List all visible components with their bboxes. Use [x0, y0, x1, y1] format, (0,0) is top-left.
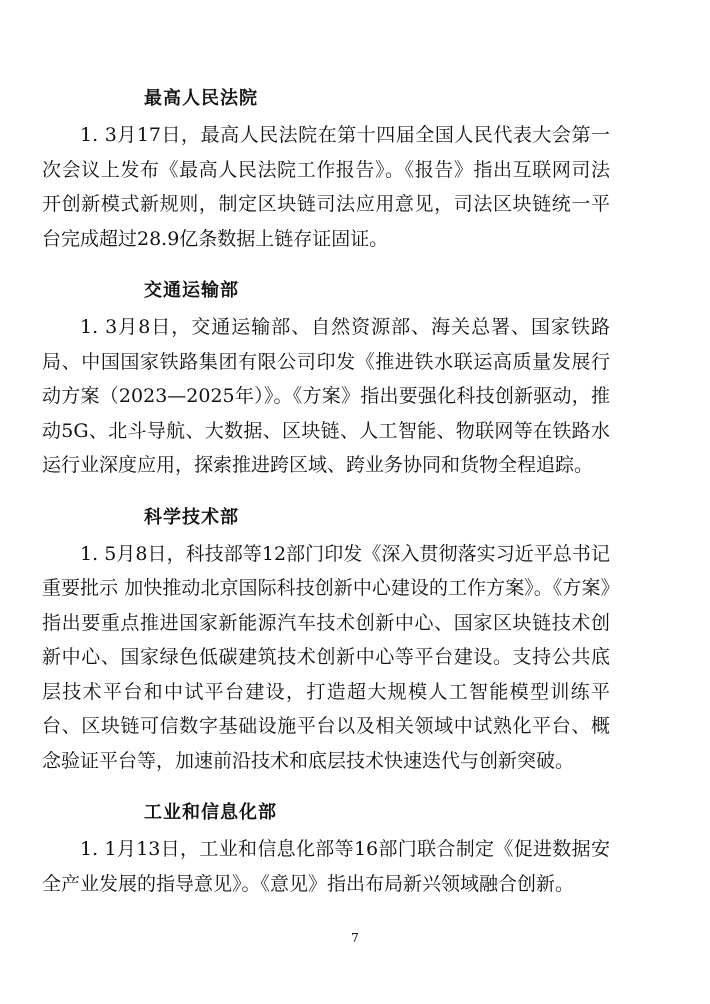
section-heading: 交通运输部 — [144, 280, 239, 301]
section-supreme-court — [42, 84, 610, 256]
paragraph-text: 1. 3月8日，交通运输部、自然资源部、海关总署、国家铁路局、中国国家铁路集团有限公司印发《推进铁水联运高质量发展行动方案（2023—2025年）》。《方案》指出要强化科技创新驱动，推动5G、北斗导航、大数据、区块链、人工智能、物联网等在铁路水运行业深度应用，探索推进跨区域、跨业务协同和货物全程追踪。 — [42, 316, 610, 476]
section-paragraph — [42, 832, 610, 901]
paragraph-text: 1. 3月17日，最高人民法院在第十四届全国人民代表大会第一次会议上发布《最高人民法院工作报告》。《报告》指出互联网司法开创新模式新规则，制定区块链司法应用意见，司法区块链统一平台完成超过28.9亿条数据上链存证固证。 — [42, 124, 610, 250]
section-paragraph — [42, 537, 610, 779]
section-ministry-of-science — [42, 503, 610, 779]
paragraph-text: 1. 5月8日，科技部等12部门印发《深入贯彻落实习近平总书记重要批示 加快推动北京国际科技创新中心建设的工作方案》。《方案》指出要重点推进国家新能源汽车技术创新中心、国家区块链技术创新中心、国家绿色低碳建筑技术创新中心等平台建设。支持公共底层技术平台和中试平台建设，打造超大规模人工智能模型训练平台、区块链可信数字基础设施平台以及相关领域中试熟化平台、概念验证平台等，加速前沿技术和底层技术快速迭代与创新突破。 — [42, 542, 610, 772]
page-content — [42, 84, 610, 901]
section-paragraph — [42, 118, 610, 256]
section-ministry-of-transport — [42, 276, 610, 483]
section-heading: 最高人民法院 — [144, 88, 258, 109]
section-heading: 科学技术部 — [144, 506, 239, 528]
section-heading: 工业和信息化部 — [144, 802, 277, 823]
section-paragraph — [42, 310, 610, 483]
paragraph-text: 1. 1月13日，工业和信息化部等16部门联合制定《促进数据安全产业发展的指导意见》。《意见》指出布局新兴领域融合创新。 — [42, 838, 610, 895]
page-number: 7 — [351, 931, 359, 945]
section-ministry-of-industry — [42, 798, 610, 901]
